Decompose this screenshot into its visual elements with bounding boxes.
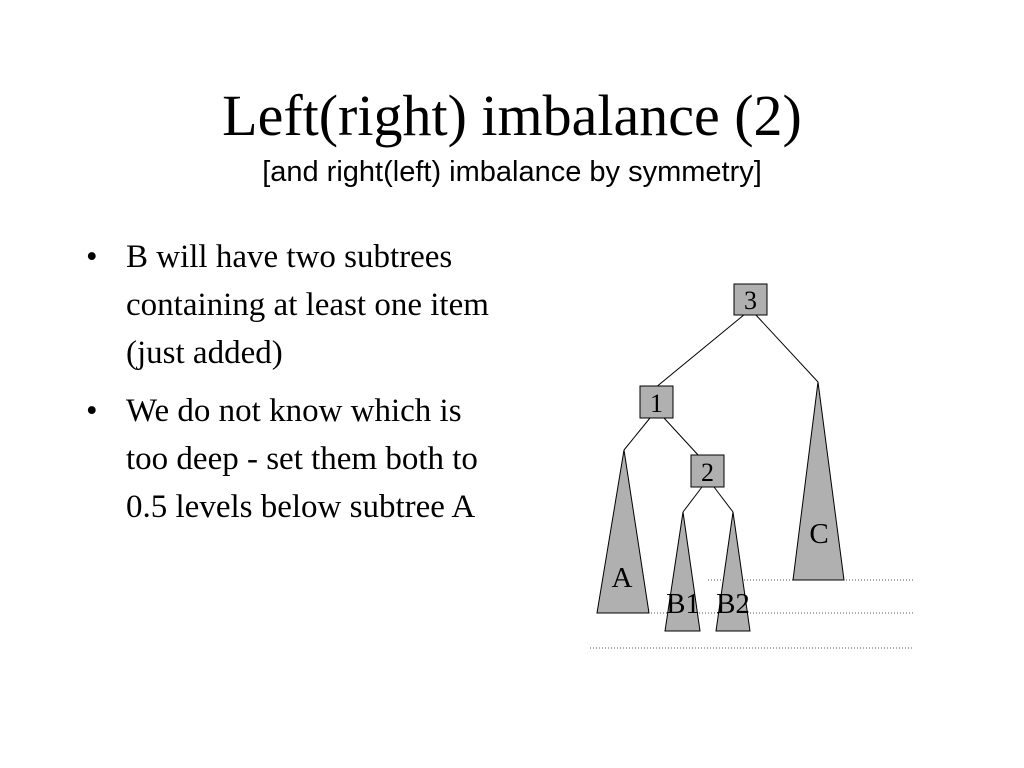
bullet-marker: • xyxy=(86,239,98,275)
subtree-c-label: C xyxy=(809,518,829,550)
node-2-label: 2 xyxy=(701,458,714,487)
subtree-b2-label: B2 xyxy=(716,588,750,620)
bullet-text: B will have two subtrees containing at least one item (just added) xyxy=(126,239,489,371)
edge-3-c xyxy=(755,314,818,382)
slide-title: Left(right) imbalance (2) xyxy=(222,83,802,148)
subtree-a-label: A xyxy=(611,562,633,594)
edge-1-2 xyxy=(664,418,699,456)
edge-2-b2 xyxy=(714,487,733,512)
subtree-c-triangle xyxy=(793,382,844,580)
subtree-b1-label: B1 xyxy=(666,588,700,620)
node-1-label: 1 xyxy=(650,389,663,418)
node-3-label: 3 xyxy=(744,286,757,315)
slide-subtitle: [and right(left) imbalance by symmetry] xyxy=(262,156,762,188)
edge-3-1 xyxy=(655,314,745,388)
edge-1-a xyxy=(624,418,650,450)
bullet-text: We do not know which is too deep - set them both to 0.5 levels below subtree A xyxy=(126,393,478,525)
edge-2-b1 xyxy=(683,487,702,512)
bullet-marker: • xyxy=(86,393,98,429)
